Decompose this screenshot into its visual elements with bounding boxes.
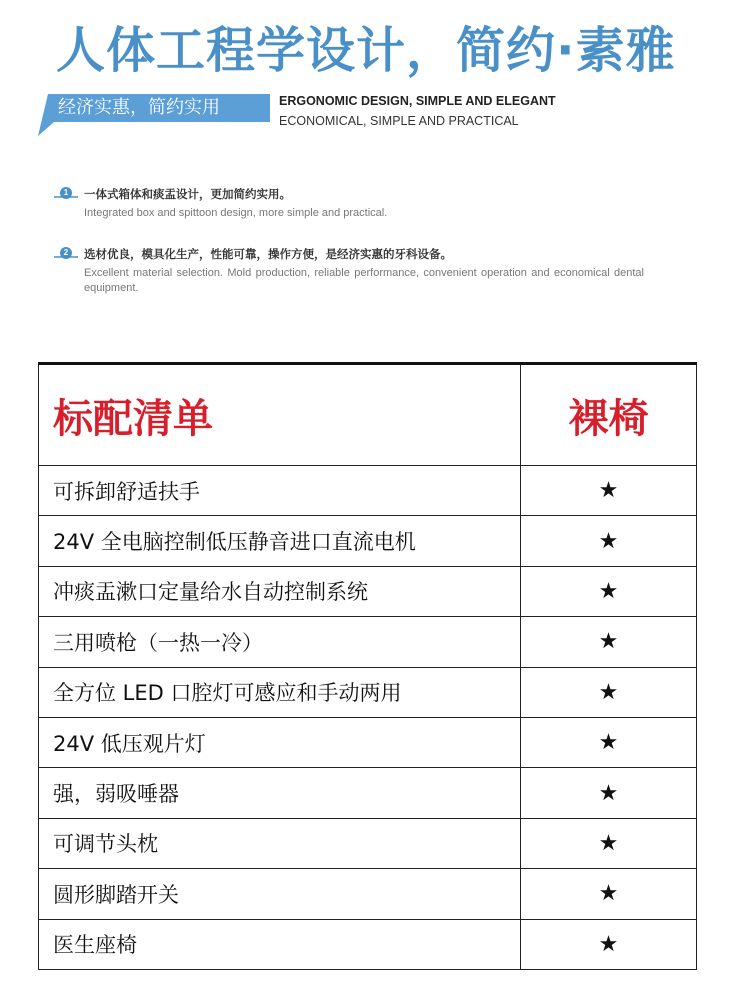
star-icon: ★ bbox=[598, 478, 619, 504]
star-icon: ★ bbox=[598, 679, 619, 705]
star-icon: ★ bbox=[598, 578, 619, 604]
star-icon: ★ bbox=[598, 881, 619, 907]
row-item-label: 三用喷枪（一热一冷） bbox=[53, 630, 263, 655]
row-item-label: 可调节头枕 bbox=[53, 832, 158, 857]
table-row bbox=[39, 768, 697, 818]
subtitle-line-1: ERGONOMIC DESIGN, SIMPLE AND ELEGANT bbox=[279, 94, 556, 108]
number-badge-icon bbox=[54, 187, 78, 201]
table-title: 标配清单 bbox=[53, 395, 213, 442]
feature-text-zh: 选材优良，模具化生产，性能可靠，操作方便，是经济实惠的牙科设备。 bbox=[84, 247, 452, 261]
row-item-label: 24V 全电脑控制低压静音进口直流电机 bbox=[53, 530, 416, 555]
row-item-label: 全方位 LED 口腔灯可感应和手动两用 bbox=[53, 681, 402, 706]
table-row bbox=[39, 516, 697, 566]
page-headline: 人体工程学设计，简约·素雅 bbox=[56, 22, 676, 79]
star-icon: ★ bbox=[598, 629, 619, 655]
star-icon: ★ bbox=[598, 780, 619, 806]
star-icon: ★ bbox=[598, 730, 619, 756]
standard-config-table bbox=[38, 362, 697, 970]
table-row bbox=[39, 617, 697, 667]
row-item-label: 强，弱吸唾器 bbox=[53, 782, 179, 807]
slogan-banner bbox=[38, 90, 270, 136]
table-row bbox=[39, 466, 697, 516]
table-row bbox=[39, 869, 697, 919]
banner-label: 经济实惠，简约实用 bbox=[58, 97, 220, 118]
table-header-row bbox=[39, 364, 697, 466]
star-icon: ★ bbox=[598, 830, 619, 856]
row-item-label: 冲痰盂漱口定量给水自动控制系统 bbox=[53, 580, 368, 605]
row-item-label: 24V 低压观片灯 bbox=[53, 731, 206, 756]
badge-number: 2 bbox=[63, 248, 69, 257]
table-row bbox=[39, 667, 697, 717]
header-cell-title bbox=[39, 364, 521, 466]
table-row bbox=[39, 818, 697, 868]
star-icon: ★ bbox=[598, 931, 619, 957]
row-item-label: 医生座椅 bbox=[53, 933, 137, 958]
row-item-label: 可拆卸舒适扶手 bbox=[53, 479, 200, 504]
feature-text-zh: 一体式箱体和痰盂设计，更加简约实用。 bbox=[84, 187, 291, 201]
table-row bbox=[39, 717, 697, 767]
feature-text-en: Integrated box and spittoon design, more simple and practical. bbox=[84, 207, 388, 219]
table-row bbox=[39, 566, 697, 616]
header-cell-column bbox=[521, 364, 697, 466]
number-badge-icon bbox=[54, 247, 78, 261]
badge-number: 1 bbox=[63, 188, 69, 197]
table-row bbox=[39, 919, 697, 969]
column-header: 裸椅 bbox=[568, 395, 649, 442]
star-icon: ★ bbox=[598, 528, 619, 554]
feature-text-en: Excellent material selection. Mold production, reliable performance, convenient operation and economical dental equipment. bbox=[84, 267, 644, 294]
subtitle-line-2: ECONOMICAL, SIMPLE AND PRACTICAL bbox=[279, 114, 519, 128]
row-item-label: 圆形脚踏开关 bbox=[53, 882, 179, 907]
